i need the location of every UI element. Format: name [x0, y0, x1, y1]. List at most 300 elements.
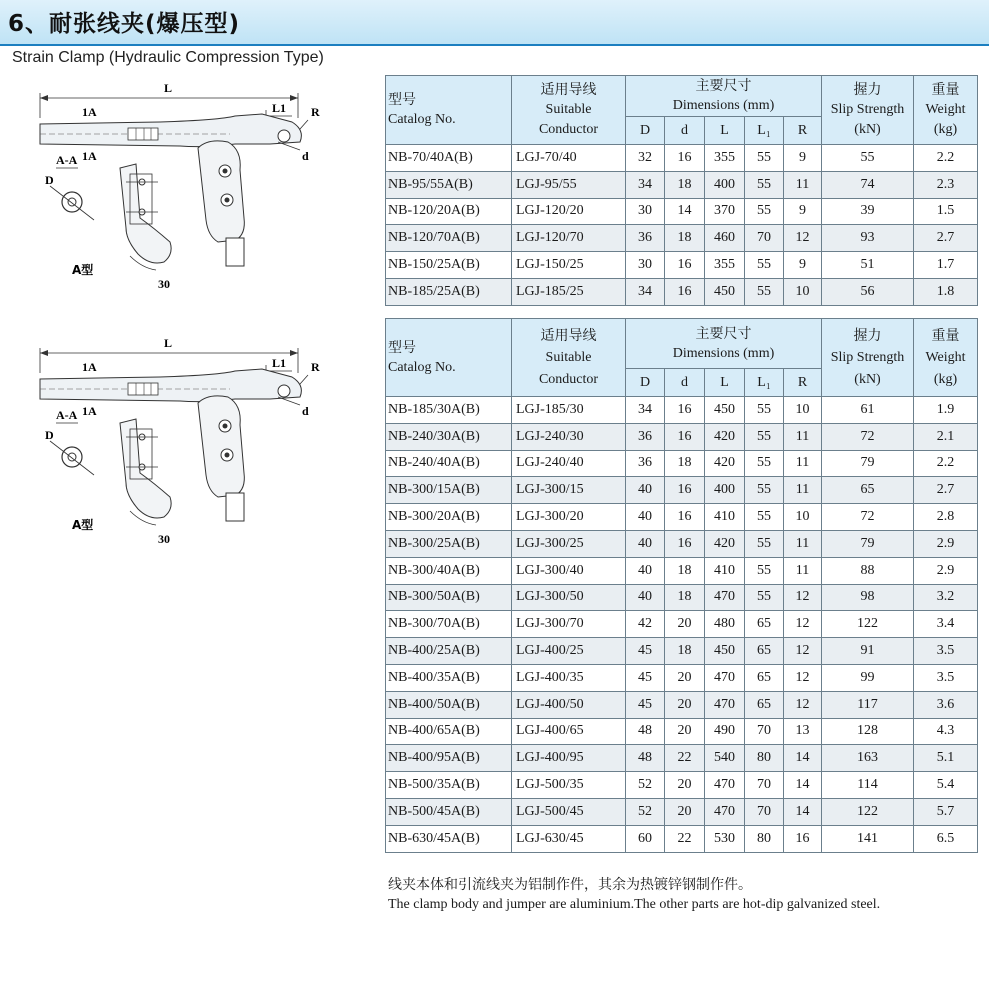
- cell-catalog: NB-185/30A(B): [386, 397, 512, 424]
- cell-weight: 1.8: [914, 278, 978, 305]
- cell-conductor: LGJ-240/40: [512, 450, 626, 477]
- cell-l1: 55: [745, 557, 784, 584]
- col-conductor-en2: Conductor: [538, 371, 599, 387]
- col-dims-cn: 主要尺寸: [695, 325, 752, 342]
- cell-l1: 70: [745, 225, 784, 252]
- cell-weight: 2.9: [914, 557, 978, 584]
- dim-label-L: L: [163, 81, 173, 95]
- cell-d: 20: [665, 772, 705, 799]
- cell-slip: 79: [822, 530, 914, 557]
- col-dims-cn: 主要尺寸: [695, 78, 752, 94]
- col-d: d: [665, 369, 705, 397]
- cell-l1: 80: [745, 745, 784, 772]
- cell-weight: 3.4: [914, 611, 978, 638]
- cell-catalog: NB-70/40A(B): [386, 145, 512, 172]
- cell-d: 45: [626, 638, 665, 665]
- cell-d: 18: [665, 450, 705, 477]
- cell-r: 12: [784, 664, 822, 691]
- col-conductor-cn: 适用导线: [540, 327, 597, 344]
- col-weight-unit: (kg): [933, 122, 958, 137]
- cell-conductor: LGJ-400/25: [512, 638, 626, 665]
- cell-l1: 55: [745, 145, 784, 172]
- cell-d: 18: [665, 171, 705, 198]
- col-conductor: [512, 319, 626, 397]
- cell-d: 20: [665, 798, 705, 825]
- dim-label-R: R: [311, 360, 320, 374]
- cell-conductor: LGJ-300/15: [512, 477, 626, 504]
- cell-l: 480: [705, 611, 745, 638]
- cell-d: 45: [626, 664, 665, 691]
- cell-l: 470: [705, 584, 745, 611]
- cell-d: 45: [626, 691, 665, 718]
- cell-l1: 55: [745, 504, 784, 531]
- cell-r: 11: [784, 557, 822, 584]
- cell-slip: 39: [822, 198, 914, 225]
- col-d: d: [665, 117, 705, 145]
- cell-conductor: LGJ-300/40: [512, 557, 626, 584]
- col-conductor-en1: Suitable: [545, 349, 592, 365]
- cell-d: 40: [626, 584, 665, 611]
- dim-label-L: L: [163, 336, 173, 350]
- cell-l: 370: [705, 198, 745, 225]
- cell-d: 32: [626, 145, 665, 172]
- cell-d: 20: [665, 664, 705, 691]
- cell-l: 355: [705, 145, 745, 172]
- col-L: L: [705, 117, 745, 145]
- cell-slip: 122: [822, 611, 914, 638]
- table-row: [386, 584, 978, 611]
- cell-slip: 72: [822, 423, 914, 450]
- cell-r: 12: [784, 584, 822, 611]
- cell-l: 410: [705, 557, 745, 584]
- type-label: A型: [72, 518, 94, 532]
- cell-slip: 98: [822, 584, 914, 611]
- cell-conductor: LGJ-120/70: [512, 225, 626, 252]
- cell-weight: 2.8: [914, 504, 978, 531]
- type-label: A型: [72, 263, 94, 277]
- cell-catalog: NB-95/55A(B): [386, 171, 512, 198]
- cell-d: 22: [665, 825, 705, 852]
- col-catalog: [386, 76, 512, 145]
- cell-weight: 2.1: [914, 423, 978, 450]
- cell-d: 34: [626, 278, 665, 305]
- cell-conductor: LGJ-400/50: [512, 691, 626, 718]
- col-weight: [914, 76, 978, 145]
- cell-d: 18: [665, 225, 705, 252]
- col-weight-unit: (kg): [933, 371, 958, 387]
- cell-d: 16: [665, 423, 705, 450]
- cell-d: 30: [626, 252, 665, 279]
- drawing-top: [30, 78, 330, 303]
- cell-catalog: NB-400/35A(B): [386, 664, 512, 691]
- col-catalog-cn: 型号: [388, 92, 416, 108]
- cell-conductor: LGJ-185/25: [512, 278, 626, 305]
- cell-l: 490: [705, 718, 745, 745]
- cell-weight: 2.2: [914, 145, 978, 172]
- col-D: D: [626, 369, 665, 397]
- cell-catalog: NB-150/25A(B): [386, 252, 512, 279]
- cell-d: 18: [665, 638, 705, 665]
- cell-r: 10: [784, 278, 822, 305]
- cell-catalog: NB-630/45A(B): [386, 825, 512, 852]
- cell-d: 42: [626, 611, 665, 638]
- cell-weight: 1.5: [914, 198, 978, 225]
- cell-conductor: LGJ-120/20: [512, 198, 626, 225]
- cell-conductor: LGJ-400/35: [512, 664, 626, 691]
- cell-catalog: NB-500/45A(B): [386, 798, 512, 825]
- cell-weight: 3.5: [914, 664, 978, 691]
- table-row: [386, 145, 978, 172]
- cell-d: 40: [626, 557, 665, 584]
- col-R: R: [784, 369, 822, 397]
- cell-slip: 56: [822, 278, 914, 305]
- section-label-1a: 1A: [82, 360, 97, 374]
- cell-weight: 5.4: [914, 772, 978, 799]
- cell-l1: 55: [745, 171, 784, 198]
- cell-catalog: NB-240/30A(B): [386, 423, 512, 450]
- cell-l1: 55: [745, 584, 784, 611]
- cell-r: 11: [784, 477, 822, 504]
- table-row: [386, 718, 978, 745]
- spec-table-1: [385, 75, 978, 306]
- cell-l1: 70: [745, 718, 784, 745]
- dim-label-D: D: [45, 428, 54, 442]
- cell-r: 12: [784, 225, 822, 252]
- col-slip-cn: 握力: [853, 327, 882, 344]
- cell-conductor: LGJ-630/45: [512, 825, 626, 852]
- cell-weight: 2.7: [914, 477, 978, 504]
- table-row: [386, 171, 978, 198]
- cell-r: 12: [784, 691, 822, 718]
- cell-d: 34: [626, 171, 665, 198]
- cell-d: 52: [626, 798, 665, 825]
- cell-r: 10: [784, 397, 822, 424]
- cell-r: 14: [784, 772, 822, 799]
- cell-slip: 61: [822, 397, 914, 424]
- section-label-1a: 1A: [82, 105, 97, 119]
- cell-d: 40: [626, 504, 665, 531]
- cell-d: 20: [665, 691, 705, 718]
- angle-label: 30: [158, 277, 170, 291]
- col-slip-en: Slip Strength: [830, 102, 905, 117]
- cell-conductor: LGJ-185/30: [512, 397, 626, 424]
- cell-l: 450: [705, 278, 745, 305]
- cell-l1: 70: [745, 772, 784, 799]
- col-dimensions: [626, 76, 822, 117]
- cell-slip: 79: [822, 450, 914, 477]
- dim-label-d: d: [302, 149, 309, 163]
- cell-d: 18: [665, 557, 705, 584]
- cell-d: 16: [665, 145, 705, 172]
- cell-weight: 5.1: [914, 745, 978, 772]
- cell-l1: 65: [745, 664, 784, 691]
- table-row: [386, 611, 978, 638]
- table-row: [386, 772, 978, 799]
- cell-conductor: LGJ-400/65: [512, 718, 626, 745]
- cell-l1: 55: [745, 198, 784, 225]
- cell-l: 470: [705, 664, 745, 691]
- material-note-cn: 线夹本体和引流线夹为铝制作件，其余为热镀锌钢制作件。: [388, 877, 752, 893]
- cell-slip: 141: [822, 825, 914, 852]
- section-label-1a-bottom: 1A: [82, 404, 97, 418]
- cell-catalog: NB-500/35A(B): [386, 772, 512, 799]
- cell-conductor: LGJ-300/25: [512, 530, 626, 557]
- cell-catalog: NB-400/25A(B): [386, 638, 512, 665]
- cell-r: 11: [784, 530, 822, 557]
- cell-weight: 2.3: [914, 171, 978, 198]
- cell-conductor: LGJ-70/40: [512, 145, 626, 172]
- cell-d: 16: [665, 278, 705, 305]
- table-row: [386, 745, 978, 772]
- cell-slip: 163: [822, 745, 914, 772]
- cell-d: 20: [665, 718, 705, 745]
- col-weight-en: Weight: [925, 102, 966, 117]
- cell-r: 9: [784, 198, 822, 225]
- col-slip-cn: 握力: [853, 82, 882, 98]
- cell-catalog: NB-300/50A(B): [386, 584, 512, 611]
- cell-slip: 65: [822, 477, 914, 504]
- cell-l: 400: [705, 477, 745, 504]
- cell-r: 9: [784, 252, 822, 279]
- cell-catalog: NB-300/25A(B): [386, 530, 512, 557]
- cell-d: 36: [626, 450, 665, 477]
- cell-catalog: NB-300/20A(B): [386, 504, 512, 531]
- col-L1: L₁: [745, 117, 784, 145]
- cell-d: 16: [665, 252, 705, 279]
- cell-d: 60: [626, 825, 665, 852]
- table-row: [386, 278, 978, 305]
- cell-d: 48: [626, 745, 665, 772]
- col-slip-en: Slip Strength: [830, 349, 905, 365]
- cell-weight: 1.7: [914, 252, 978, 279]
- col-dims-en: Dimensions (mm): [672, 345, 775, 361]
- cell-d: 52: [626, 772, 665, 799]
- cell-catalog: NB-300/15A(B): [386, 477, 512, 504]
- dim-label-D: D: [45, 173, 54, 187]
- cell-r: 12: [784, 638, 822, 665]
- cell-catalog: NB-400/65A(B): [386, 718, 512, 745]
- cell-d: 40: [626, 477, 665, 504]
- col-catalog-en: Catalog No.: [388, 112, 456, 127]
- table-row: [386, 198, 978, 225]
- col-R: R: [784, 117, 822, 145]
- cell-l: 420: [705, 450, 745, 477]
- cell-slip: 128: [822, 718, 914, 745]
- section-label-aa: A-A: [56, 408, 78, 422]
- col-weight-cn: 重量: [931, 82, 960, 98]
- cell-r: 14: [784, 798, 822, 825]
- cell-weight: 4.3: [914, 718, 978, 745]
- cell-r: 11: [784, 423, 822, 450]
- table-row: [386, 825, 978, 852]
- col-catalog-en: Catalog No.: [388, 359, 456, 375]
- table-row: [386, 423, 978, 450]
- cell-slip: 122: [822, 798, 914, 825]
- cell-weight: 1.9: [914, 397, 978, 424]
- section-label-aa: A-A: [56, 153, 78, 167]
- cell-d: 36: [626, 423, 665, 450]
- cell-weight: 2.9: [914, 530, 978, 557]
- cell-weight: 3.2: [914, 584, 978, 611]
- cell-conductor: LGJ-300/70: [512, 611, 626, 638]
- cell-slip: 99: [822, 664, 914, 691]
- cell-l: 450: [705, 638, 745, 665]
- col-weight-en: Weight: [925, 349, 966, 365]
- cell-l1: 55: [745, 450, 784, 477]
- cell-conductor: LGJ-240/30: [512, 423, 626, 450]
- cell-conductor: LGJ-400/95: [512, 745, 626, 772]
- table-row: [386, 664, 978, 691]
- cell-r: 14: [784, 745, 822, 772]
- cell-l1: 65: [745, 691, 784, 718]
- cell-r: 11: [784, 450, 822, 477]
- page-title: 6、耐张线夹(爆压型): [8, 11, 241, 37]
- cell-catalog: NB-120/20A(B): [386, 198, 512, 225]
- cell-d: 18: [665, 584, 705, 611]
- cell-catalog: NB-185/25A(B): [386, 278, 512, 305]
- cell-slip: 88: [822, 557, 914, 584]
- table-row: [386, 477, 978, 504]
- cell-slip: 51: [822, 252, 914, 279]
- section-label-1a-bottom: 1A: [82, 149, 97, 163]
- cell-l: 460: [705, 225, 745, 252]
- cell-d: 16: [665, 504, 705, 531]
- col-L1: L₁: [745, 369, 784, 397]
- spec-table-2: [385, 318, 978, 853]
- col-catalog-cn: 型号: [388, 339, 416, 356]
- cell-l: 470: [705, 798, 745, 825]
- header-bar: [0, 0, 989, 46]
- cell-d: 14: [665, 198, 705, 225]
- cell-l: 470: [705, 772, 745, 799]
- dim-label-L1: L1: [271, 356, 287, 370]
- cell-slip: 117: [822, 691, 914, 718]
- cell-conductor: LGJ-300/20: [512, 504, 626, 531]
- cell-d: 20: [665, 611, 705, 638]
- drawing-bottom: [30, 333, 330, 558]
- col-dims-en: Dimensions (mm): [672, 98, 775, 113]
- cell-l1: 55: [745, 477, 784, 504]
- table-row: [386, 450, 978, 477]
- col-conductor-en2: Conductor: [538, 122, 599, 137]
- cell-slip: 72: [822, 504, 914, 531]
- cell-d: 40: [626, 530, 665, 557]
- cell-l: 420: [705, 423, 745, 450]
- cell-weight: 2.2: [914, 450, 978, 477]
- table-row: [386, 252, 978, 279]
- table-row: [386, 638, 978, 665]
- table-row: [386, 691, 978, 718]
- dim-label-R: R: [311, 105, 320, 119]
- col-weight-cn: 重量: [931, 327, 960, 344]
- col-conductor-cn: 适用导线: [540, 82, 597, 98]
- cell-l1: 55: [745, 423, 784, 450]
- col-conductor: [512, 76, 626, 145]
- cell-catalog: NB-300/70A(B): [386, 611, 512, 638]
- cell-l1: 80: [745, 825, 784, 852]
- cell-slip: 114: [822, 772, 914, 799]
- col-conductor-en1: Suitable: [545, 102, 592, 117]
- col-slip-unit: (kN): [854, 122, 881, 137]
- cell-l1: 55: [745, 278, 784, 305]
- cell-weight: 5.7: [914, 798, 978, 825]
- table-row: [386, 798, 978, 825]
- material-note-en: The clamp body and jumper are aluminium.The other parts are hot-dip galvanized steel.: [388, 897, 881, 912]
- cell-d: 30: [626, 198, 665, 225]
- cell-d: 16: [665, 477, 705, 504]
- cell-conductor: LGJ-300/50: [512, 584, 626, 611]
- table-row: [386, 397, 978, 424]
- col-slip-unit: (kN): [854, 371, 881, 387]
- cell-l: 450: [705, 397, 745, 424]
- cell-r: 11: [784, 171, 822, 198]
- cell-weight: 3.6: [914, 691, 978, 718]
- col-dimensions: [626, 319, 822, 369]
- dim-label-d: d: [302, 404, 309, 418]
- spec-table-1-body: [386, 145, 978, 306]
- col-L: L: [705, 369, 745, 397]
- cell-l: 400: [705, 171, 745, 198]
- cell-d: 36: [626, 225, 665, 252]
- cell-l1: 55: [745, 397, 784, 424]
- cell-slip: 55: [822, 145, 914, 172]
- cell-l: 420: [705, 530, 745, 557]
- spec-table-2-body: [386, 397, 978, 853]
- cell-weight: 3.5: [914, 638, 978, 665]
- cell-l1: 65: [745, 611, 784, 638]
- cell-conductor: LGJ-150/25: [512, 252, 626, 279]
- angle-label: 30: [158, 532, 170, 546]
- page-subtitle: Strain Clamp (Hydraulic Compression Type): [12, 49, 324, 66]
- col-D: D: [626, 117, 665, 145]
- cell-l1: 65: [745, 638, 784, 665]
- cell-l: 355: [705, 252, 745, 279]
- cell-conductor: LGJ-500/35: [512, 772, 626, 799]
- cell-catalog: NB-400/95A(B): [386, 745, 512, 772]
- dim-label-L1: L1: [271, 101, 287, 115]
- cell-slip: 91: [822, 638, 914, 665]
- cell-r: 10: [784, 504, 822, 531]
- cell-catalog: NB-400/50A(B): [386, 691, 512, 718]
- cell-d: 48: [626, 718, 665, 745]
- table-row: [386, 225, 978, 252]
- cell-weight: 6.5: [914, 825, 978, 852]
- table-row: [386, 557, 978, 584]
- cell-l: 470: [705, 691, 745, 718]
- cell-r: 13: [784, 718, 822, 745]
- cell-conductor: LGJ-500/45: [512, 798, 626, 825]
- cell-l: 410: [705, 504, 745, 531]
- cell-l1: 55: [745, 530, 784, 557]
- cell-r: 12: [784, 611, 822, 638]
- col-catalog: [386, 319, 512, 397]
- cell-d: 16: [665, 397, 705, 424]
- cell-conductor: LGJ-95/55: [512, 171, 626, 198]
- cell-l1: 55: [745, 252, 784, 279]
- cell-r: 16: [784, 825, 822, 852]
- cell-slip: 74: [822, 171, 914, 198]
- strain-clamp-drawing: [30, 78, 330, 298]
- cell-l1: 70: [745, 798, 784, 825]
- cell-d: 22: [665, 745, 705, 772]
- cell-d: 34: [626, 397, 665, 424]
- col-slip: [822, 76, 914, 145]
- cell-r: 9: [784, 145, 822, 172]
- cell-catalog: NB-120/70A(B): [386, 225, 512, 252]
- cell-l: 530: [705, 825, 745, 852]
- strain-clamp-drawing: [30, 333, 330, 553]
- cell-weight: 2.7: [914, 225, 978, 252]
